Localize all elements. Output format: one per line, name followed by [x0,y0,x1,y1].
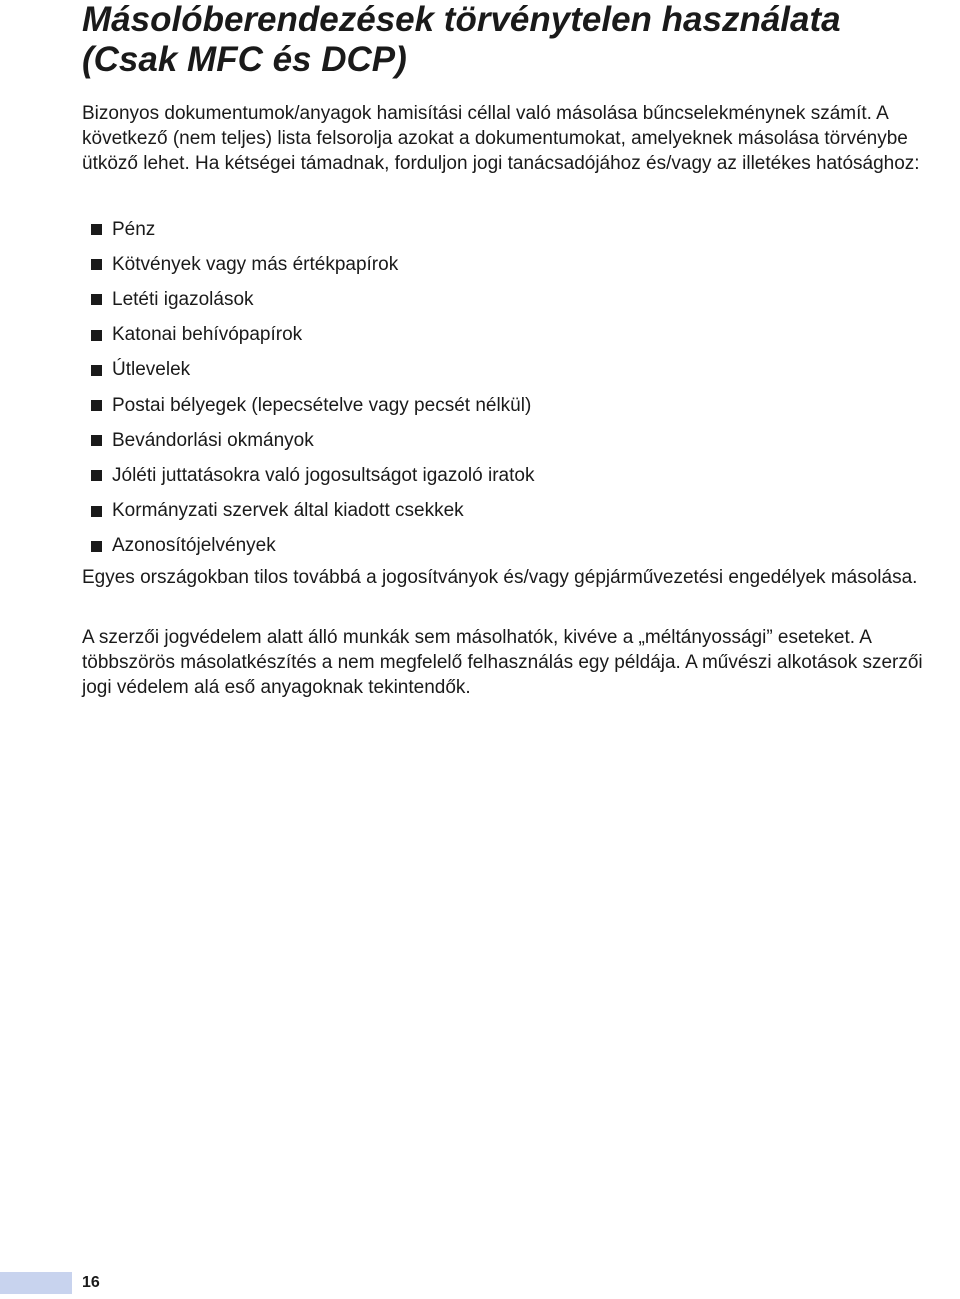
list-item [91,282,534,317]
square-bullet-icon [91,400,102,411]
list-item-label: Pénz [112,218,156,240]
page-title-line-2: (Csak MFC és DCP) [82,40,407,79]
list-item-label: Kormányzati szervek által kiadott csekkek [112,500,464,522]
list-item [91,458,534,493]
list-item-label: Katonai behívópapírok [112,324,303,346]
list-item-label: Bevándorlási okmányok [112,429,314,451]
list-item [91,247,534,282]
list-item [91,388,534,423]
square-bullet-icon [91,224,102,235]
list-item-label: Jóléti juttatásokra való jogosultságot igazoló iratok [112,464,535,486]
square-bullet-icon [91,541,102,552]
list-item [91,529,534,564]
page-number: 16 [82,1274,100,1291]
list-item-label: Útlevelek [112,359,191,381]
licence-paragraph: Egyes országokban tilos továbbá a jogosítványok és/vagy gépjárművezetési engedélyek másolása. [82,567,918,588]
square-bullet-icon [91,435,102,446]
list-item [91,494,534,529]
square-bullet-icon [91,365,102,376]
intro-paragraph: Bizonyos dokumentumok/anyagok hamisítási céllal való másolása bűncselekménynek számít. A következő (nem teljes) lista felsorolja azokat a dokumentumokat, amelyeknek másolása törvénybe ütköző lehet. Ha kétségei támadnak, forduljon jogi tanácsadójához és/vagy az illetékes hatósághoz: [82,103,920,174]
document-list [91,212,534,564]
page-title-line-1: Másolóberendezések törvénytelen használata [82,0,841,39]
list-item-label: Letéti igazolások [112,288,254,310]
list-item [91,318,534,353]
list-item [91,212,534,247]
list-item [91,423,534,458]
square-bullet-icon [91,294,102,305]
list-item [91,353,534,388]
copyright-paragraph: A szerzői jogvédelem alatt álló munkák sem másolhatók, kivéve a „méltányossági” eseteket. A többszörös másolatkészítés a nem megfelelő felhasználás egy példája. A művészi alkotások szerzői jogi védelem alá eső anyagoknak tekintendők. [82,627,923,698]
square-bullet-icon [91,330,102,341]
list-item-label: Kötvények vagy más értékpapírok [112,253,399,275]
page-tab-marker [0,1272,72,1294]
square-bullet-icon [91,470,102,481]
list-item-label: Azonosítójelvények [112,535,276,557]
square-bullet-icon [91,506,102,517]
square-bullet-icon [91,259,102,270]
page-title [82,0,942,80]
list-item-label: Postai bélyegek (lepecsételve vagy pecsét nélkül) [112,394,532,416]
